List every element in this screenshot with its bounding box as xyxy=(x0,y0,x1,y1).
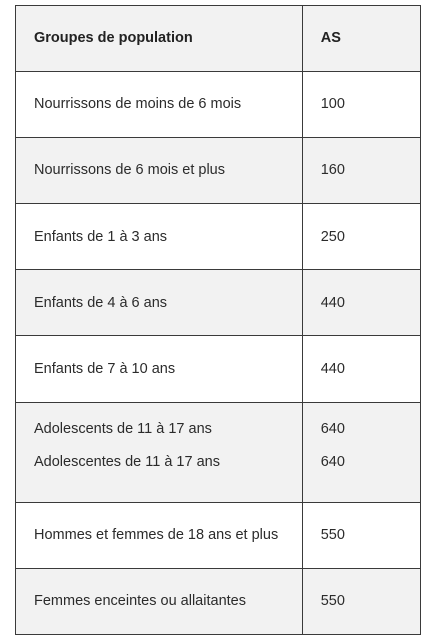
table-row xyxy=(16,502,421,568)
as-value-line: 640 xyxy=(320,454,345,471)
cell-as-value: 250 xyxy=(302,204,420,270)
table-row xyxy=(16,138,421,204)
population-group-line: Adolescentes de 11 à 17 ans xyxy=(34,454,220,471)
population-as-table xyxy=(15,5,421,635)
cell-as-value: 160 xyxy=(302,138,420,204)
cell-population-group: Enfants de 4 à 6 ans xyxy=(16,270,303,336)
cell-as-value: 440 xyxy=(302,336,420,402)
table-row xyxy=(16,270,421,336)
cell-population-group: Femmes enceintes ou allaitantes xyxy=(16,568,303,634)
cell-population-group: Nourrissons de 6 mois et plus xyxy=(16,138,303,204)
cell-population-group: Enfants de 7 à 10 ans xyxy=(16,336,303,402)
table-row xyxy=(16,568,421,634)
table-row xyxy=(16,204,421,270)
header-as: AS xyxy=(302,6,420,72)
cell-as-value: 550 xyxy=(302,568,420,634)
table-header-row xyxy=(16,6,421,72)
cell-as-value: 440 xyxy=(302,270,420,336)
cell-population-group xyxy=(16,402,303,502)
table-row xyxy=(16,336,421,402)
header-population-groups: Groupes de population xyxy=(16,6,303,72)
as-value-line: 640 xyxy=(320,420,345,437)
population-group-line: Adolescents de 11 à 17 ans xyxy=(34,420,212,437)
cell-as-value: 550 xyxy=(302,502,420,568)
cell-population-group: Nourrissons de moins de 6 mois xyxy=(16,72,303,138)
table-row xyxy=(16,402,421,502)
cell-population-group: Enfants de 1 à 3 ans xyxy=(16,204,303,270)
cell-population-group: Hommes et femmes de 18 ans et plus xyxy=(16,502,303,568)
table-row xyxy=(16,72,421,138)
cell-as-value: 100 xyxy=(302,72,420,138)
cell-as-value xyxy=(302,402,420,502)
